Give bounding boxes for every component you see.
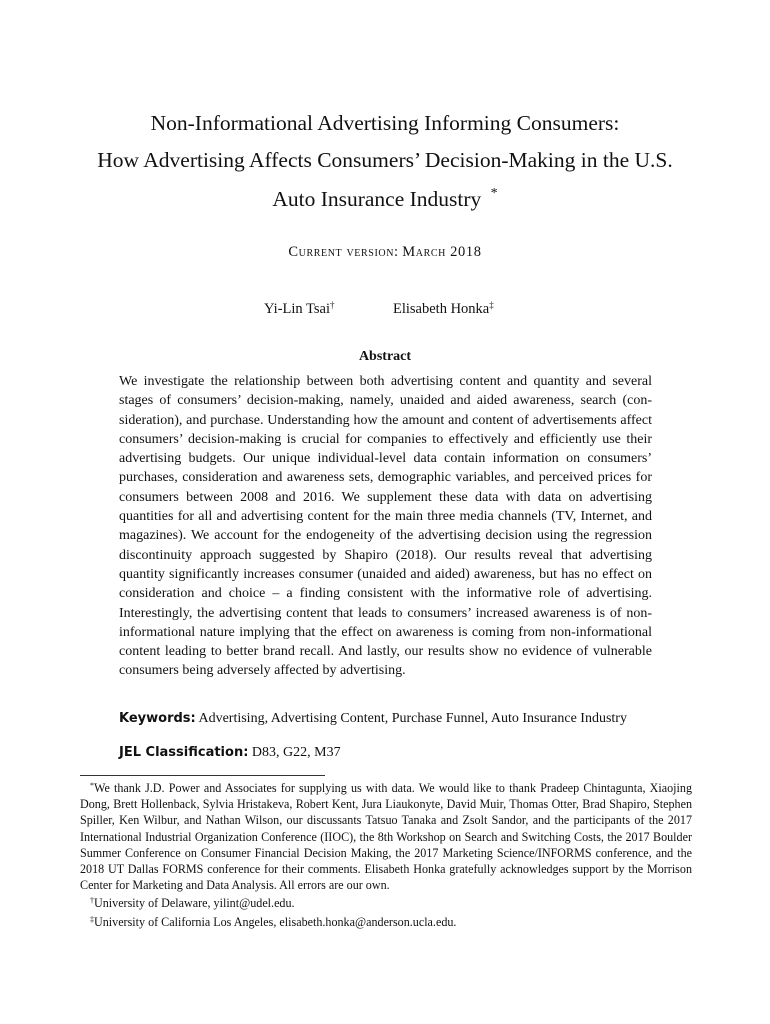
version-label: Current version: [288,244,399,260]
keywords-value: Advertising, Advertising Content, Purchase Funnel, Auto Insurance Industry [198,711,627,726]
abstract-text: We investigate the relationship between both advertising content and quantity and several stages of consumers’ decision-making, namely, unaided and aided awareness, search (consideration), and purchase. Understanding how the amount and content of advertisements affect consumers’ decision-making is crucial for companies to effectively and efficiently use their advertising budgets. Our unique individual-level data contain information on consumers’ purchases, consideration and awareness sets, demographic variables, and perceived prices for consumers between 2008 and 2016. We supplement these data with data on advertising quantities for all and advertising content for the main three media channels (TV, Internet, and magazines). We account for the endogeneity of the advertising decision using the regression discontinuity approach suggested by Shapiro (2018). Our results reveal that advertising quantity significantly increases consumer (unaided and aided) awareness, but has no effect on consideration and choice – a finding consistent with the informative role of advertising. Interestingly, the advertising content that leads to consumers’ increased awareness is of non-informational nature implying that the effect on awareness is coming from non-informational content leading to better brand recall. And lastly, our results show no evidence of vulnerable consumers being adversely affected by advertising. [119,374,652,679]
abstract-heading: Abstract [358,349,412,364]
title-footnote-mark: * [490,186,498,201]
jel-value: D83, G22, M37 [251,745,341,760]
footnote-author-1: †University of Delaware, yilint@udel.edu. [90,896,295,911]
title-line-1: Non-Informational Advertising Informing Consumers: [150,111,620,135]
footnote-acknowledgements: *We thank J.D. Power and Associates for supplying us with data. We would like to thank Pradeep Chintagunta, Xiaojing Dong, Brett Hollenback, Sylvia Hristakeva, Robert Kent, Jura Liaukonyte, David Muir, Thomas Otter, Brad Shapiro, Stephen Spiller, Ken Wilbur, and Nathan Wilson, our discussants Tatsuo Tanaka and Zsolt Sandor, and the participants of the 2017 International Industrial Organization Conference (IIOC), the 8th Workshop on Search and Switching Costs, the 2017 Boulder Summer Conference on Consumer Financial Decision Making, the 2017 Marketing Science/INFORMS conference, and the 2018 UT Dallas FORMS conference for their comments. Elisabeth Honka gratefully acknowledges support by the Morrison Center for Marketing and Data Analysis. All errors are our own. [80,781,692,893]
current-version [0,245,770,260]
keywords-label: Keywords: [119,711,196,726]
author-1: Yi-Lin Tsai† [264,300,335,317]
keywords [119,712,679,726]
jel-classification [119,746,659,760]
author-2: Elisabeth Honka‡ [393,300,494,317]
title-line-2: How Advertising Affects Consumers’ Decision-Making in the U.S. [97,148,673,172]
footnote-author-2: ‡University of California Los Angeles, elisabeth.honka@anderson.ucla.edu. [90,914,457,929]
footnote-rule [80,775,325,776]
version-date: March 2018 [402,244,482,260]
jel-label: JEL Classification: [119,745,249,760]
footnotes [80,778,692,930]
title-line-3: Auto Insurance Industry * [272,186,498,211]
